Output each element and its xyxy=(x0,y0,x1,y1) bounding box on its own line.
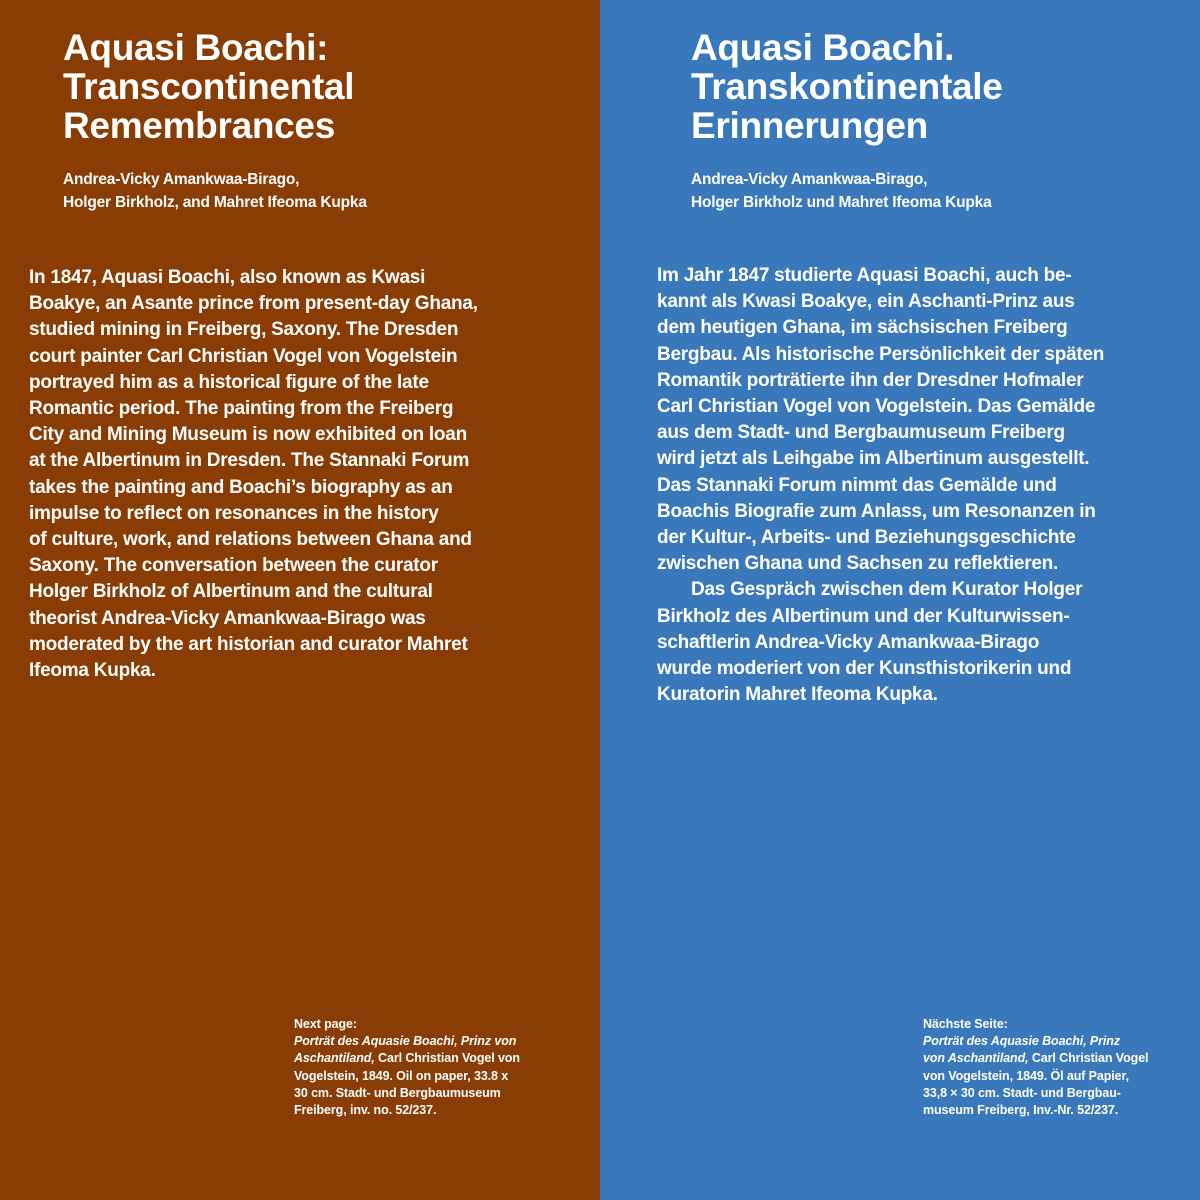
german-body-line: Kuratorin Mahret Ifeoma Kupka. xyxy=(657,684,938,706)
german-author-line: Holger Birkholz und Mahret Ifeoma Kupka xyxy=(691,194,992,211)
english-body-line: portrayed him as a historical figure of the late xyxy=(29,371,429,393)
german-body-line: schaftlerin Andrea-Vicky Amankwaa-Birago xyxy=(657,631,1040,653)
english-body-line: theorist Andrea-Vicky Amankwaa-Birago was xyxy=(29,607,426,629)
german-body-line: Boachis Biografie zum Anlass, um Resonanzen in xyxy=(657,500,1096,522)
english-authors xyxy=(63,168,367,214)
german-title xyxy=(691,28,1003,145)
german-body-line: wurde moderiert von der Kunsthistorikerin und xyxy=(657,658,1072,680)
german-body-line: wird jetzt als Leihgabe im Albertinum ausgestellt. xyxy=(657,448,1090,470)
english-caption-heading: Next page: xyxy=(294,1017,357,1031)
german-body-text xyxy=(657,263,1104,708)
english-author-line: Holger Birkholz, and Mahret Ifeoma Kupka xyxy=(63,194,367,211)
german-body-line: Birkholz des Albertinum und der Kulturwissen- xyxy=(657,605,1070,627)
artwork-title: Porträt des Aquasie Boachi, Prinz von xyxy=(294,1034,517,1049)
english-title xyxy=(63,28,354,145)
english-body-line: City and Mining Museum is now exhibited on loan xyxy=(29,424,467,446)
german-title-line: Transkontinentale xyxy=(691,66,1003,107)
german-title-line: Erinnerungen xyxy=(691,105,928,146)
english-body-line: of culture, work, and relations between Ghana and xyxy=(29,529,472,551)
german-body-line: Carl Christian Vogel von Vogelstein. Das Gemälde xyxy=(657,396,1096,418)
german-page xyxy=(600,0,1200,1200)
english-caption-line xyxy=(294,1050,520,1067)
english-body-line: court painter Carl Christian Vogel von Vogelstein xyxy=(29,345,458,367)
english-body-text xyxy=(29,265,478,684)
english-caption-line: 30 cm. Stadt- und Bergbaumuseum xyxy=(294,1085,501,1100)
english-author-line: Andrea-Vicky Amankwaa-Birago, xyxy=(63,171,300,188)
german-body-line: Das Stannaki Forum nimmt das Gemälde und xyxy=(657,474,1057,496)
german-body-line: kannt als Kwasi Boakye, ein Aschanti-Prinz aus xyxy=(657,291,1075,313)
english-title-line: Remembrances xyxy=(63,105,335,146)
artwork-title: Porträt des Aquasie Boachi, Prinz xyxy=(923,1034,1120,1049)
german-caption-heading: Nächste Seite: xyxy=(923,1017,1008,1031)
german-author-line: Andrea-Vicky Amankwaa-Birago, xyxy=(691,171,928,188)
german-body-line: Im Jahr 1847 studierte Aquasi Boachi, auch be- xyxy=(657,265,1072,286)
german-caption xyxy=(923,1016,1148,1119)
english-body-line: studied mining in Freiberg, Saxony. The Dresden xyxy=(29,319,459,341)
german-caption-line xyxy=(923,1050,1148,1067)
artwork-title: von Aschantiland, xyxy=(923,1051,1029,1066)
german-body-line: Romantik porträtierte ihn der Dresdner Hofmaler xyxy=(657,369,1084,391)
german-caption-line xyxy=(923,1033,1148,1050)
english-body-line: moderated by the art historian and curator Mahret xyxy=(29,633,468,655)
english-body-line: Ifeoma Kupka. xyxy=(29,660,156,682)
english-body-line: Holger Birkholz of Albertinum and the cultural xyxy=(29,581,433,603)
english-body-line: at the Albertinum in Dresden. The Stannaki Forum xyxy=(29,450,470,472)
artist-name: Carl Christian Vogel von xyxy=(374,1051,520,1066)
artist-name: Carl Christian Vogel xyxy=(1028,1051,1149,1066)
english-body-line: impulse to reflect on resonances in the history xyxy=(29,502,439,524)
english-caption-line: Vogelstein, 1849. Oil on paper, 33.8 x xyxy=(294,1068,509,1083)
german-authors xyxy=(691,168,992,214)
german-caption-line: museum Freiberg, Inv.-Nr. 52/237. xyxy=(923,1103,1119,1118)
english-caption xyxy=(294,1016,520,1119)
german-body-line: aus dem Stadt- und Bergbaumuseum Freiberg xyxy=(657,422,1065,444)
german-caption-line: von Vogelstein, 1849. Öl auf Papier, xyxy=(923,1068,1129,1083)
german-body-line: zwischen Ghana und Sachsen zu reflektieren. xyxy=(657,553,1059,575)
english-body-line: Romantic period. The painting from the Freiberg xyxy=(29,398,454,420)
artwork-title: Aschantiland, xyxy=(294,1051,375,1066)
german-body-line: dem heutigen Ghana, im sächsischen Freiberg xyxy=(657,317,1068,339)
english-body-line: takes the painting and Boachi’s biography as an xyxy=(29,476,453,498)
english-title-line: Aquasi Boachi: xyxy=(63,27,329,68)
english-body-line: Saxony. The conversation between the curator xyxy=(29,555,438,577)
german-caption-line: 33,8 × 30 cm. Stadt- und Bergbau- xyxy=(923,1085,1121,1100)
english-body-line: Boakye, an Asante prince from present-day Ghana, xyxy=(29,293,478,315)
german-body-line: Bergbau. Als historische Persönlichkeit der späten xyxy=(657,343,1105,365)
german-title-line: Aquasi Boachi. xyxy=(691,27,955,68)
english-body-line: In 1847, Aquasi Boachi, also known as Kwasi xyxy=(29,267,426,288)
german-body-line: der Kultur-, Arbeits- und Beziehungsgeschichte xyxy=(657,527,1076,549)
english-title-line: Transcontinental xyxy=(63,66,355,107)
english-caption-line xyxy=(294,1033,520,1050)
german-body-line: Das Gespräch zwischen dem Kurator Holger xyxy=(691,579,1083,601)
english-caption-line: Freiberg, inv. no. 52/237. xyxy=(294,1103,437,1118)
